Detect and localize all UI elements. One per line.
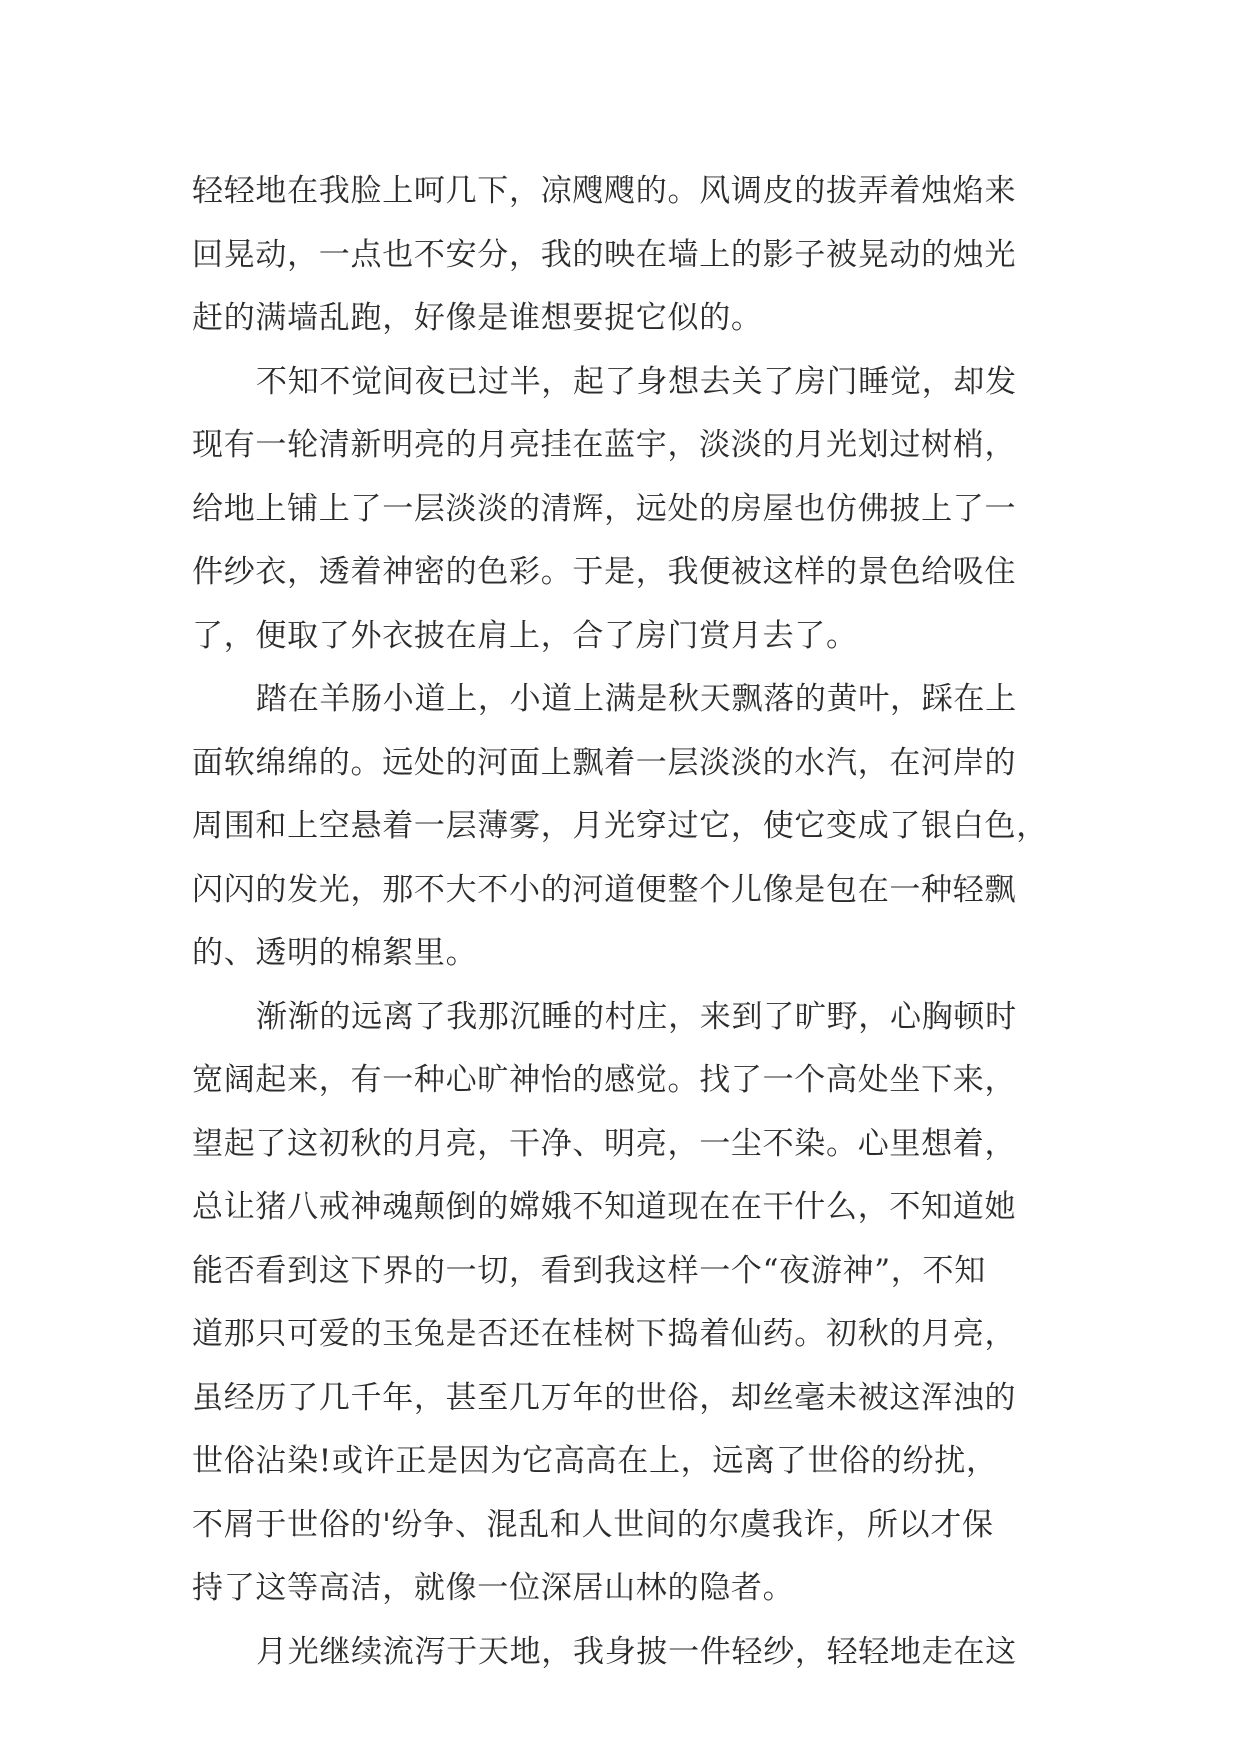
text-line: 世俗沾染!或许正是因为它高高在上，远离了世俗的纷扰， <box>192 1443 998 1479</box>
text-line: 月光继续流泻于天地，我身披一件轻纱，轻轻地走在这 <box>256 1633 1017 1670</box>
text-line: 宽阔起来，有一种心旷神怡的感觉。找了一个高处坐下来， <box>192 1062 1017 1098</box>
text-line: 了，便取了外衣披在肩上，合了房门赏月去了。 <box>192 617 858 654</box>
text-line: 给地上铺上了一层淡淡的清辉，远处的房屋也仿佛披上了一 <box>192 490 1017 527</box>
text-line: 总让猪八戒神魂颠倒的嫦娥不知道现在在干什么，不知道她 <box>192 1189 1017 1225</box>
text-line: 能否看到这下界的一切，看到我这样一个“夜游神”，不知 <box>192 1252 986 1289</box>
text-line: 件纱衣，透着神密的色彩。于是，我便被这样的景色给吸住 <box>192 554 1017 590</box>
text-line: 踏在羊肠小道上，小道上满是秋天飘落的黄叶，踩在上 <box>256 681 1017 717</box>
text-line: 轻轻地在我脸上呵几下，凉飕飕的。风调皮的拔弄着烛焰来 <box>192 173 1017 209</box>
text-line: 渐渐的远离了我那沉睡的村庄，来到了旷野，心胸顿时 <box>256 998 1017 1035</box>
paragraph <box>192 668 1072 986</box>
paragraph <box>192 1621 1072 1685</box>
text-line: 的、透明的棉絮里。 <box>192 935 478 971</box>
paragraph <box>192 986 1072 1621</box>
text-line: 现有一轮清新明亮的月亮挂在蓝宇，淡淡的月光划过树梢， <box>192 427 1017 463</box>
text-line: 持了这等高洁，就像一位深居山林的隐者。 <box>192 1570 795 1606</box>
text-line: 望起了这初秋的月亮，干净、明亮，一尘不染。心里想着， <box>192 1125 1017 1162</box>
text-line: 赶的满墙乱跑，好像是谁想要捉它似的。 <box>192 300 763 336</box>
document-body <box>192 160 1072 1684</box>
paragraph <box>192 160 1072 351</box>
text-line: 周围和上空悬着一层薄雾，月光穿过它，使它变成了银白色， <box>192 808 1048 844</box>
paragraph <box>192 351 1072 669</box>
text-line: 不屑于世俗的'纷争、混乱和人世间的尔虞我诈，所以才保 <box>192 1506 994 1543</box>
text-line: 道那只可爱的玉兔是否还在桂树下捣着仙药。初秋的月亮， <box>192 1316 1017 1352</box>
text-line: 闪闪的发光，那不大不小的河道便整个儿像是包在一种轻飘 <box>192 871 1017 908</box>
text-line: 虽经历了几千年，甚至几万年的世俗，却丝毫未被这浑浊的 <box>192 1379 1017 1416</box>
text-line: 回晃动，一点也不安分，我的映在墙上的影子被晃动的烛光 <box>192 236 1017 273</box>
text-line: 面软绵绵的。远处的河面上飘着一层淡淡的水汽，在河岸的 <box>192 744 1017 781</box>
text-line: 不知不觉间夜已过半，起了身想去关了房门睡觉，却发 <box>256 363 1017 400</box>
